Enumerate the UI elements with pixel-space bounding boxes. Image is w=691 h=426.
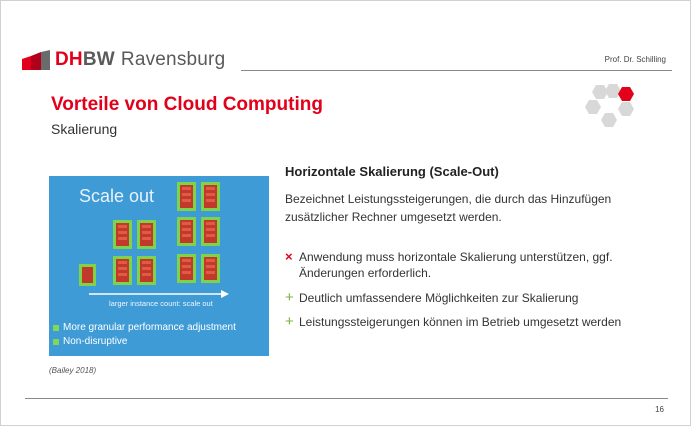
figure-source: (Bailey 2018) <box>49 366 97 375</box>
slide-title: Vorteile von Cloud Computing <box>51 94 323 115</box>
figure-bullet: More granular performance adjustment <box>53 322 236 333</box>
cross-icon: × <box>285 249 293 264</box>
figure-arrow-label: larger instance count: scale out <box>109 299 213 308</box>
green-square-icon <box>53 339 59 345</box>
brand-bw: BW <box>82 49 115 70</box>
page-number: 16 <box>655 405 664 414</box>
brand-name <box>55 49 225 71</box>
figure-heading: Scale out <box>79 186 155 206</box>
header-divider <box>241 70 672 71</box>
brand-location: Ravensburg <box>120 49 226 70</box>
plus-icon: + <box>285 313 294 330</box>
scale-out-figure <box>49 176 269 356</box>
dhbw-logo-icon <box>22 50 50 70</box>
plus-icon: + <box>285 289 294 306</box>
green-square-icon <box>53 325 59 331</box>
footer-divider <box>25 398 668 399</box>
pro-point: + Leistungssteigerungen können im Betrieb umgesetzt werden <box>285 313 622 330</box>
author-label: Prof. Dr. Schilling <box>604 55 666 64</box>
figure-bullet: Non-disruptive <box>53 336 127 347</box>
pro-point: + Deutlich umfassendere Möglichkeiten zur Skalierung <box>285 289 579 306</box>
con-point: × Anwendung muss horizontale Skalierung unterstützen, ggf. Änderungen erforderlich. <box>285 249 613 280</box>
brand-dh: DH <box>55 49 83 70</box>
slide-subtitle: Skalierung <box>51 121 118 137</box>
section-description: Bezeichnet Leistungssteigerungen, die durch das Hinzufügen zusätzlicher Rechner umgesetzt werden. <box>285 192 612 224</box>
hexagon-cluster-icon <box>583 84 637 130</box>
section-heading: Horizontale Skalierung (Scale-Out) <box>285 164 499 179</box>
